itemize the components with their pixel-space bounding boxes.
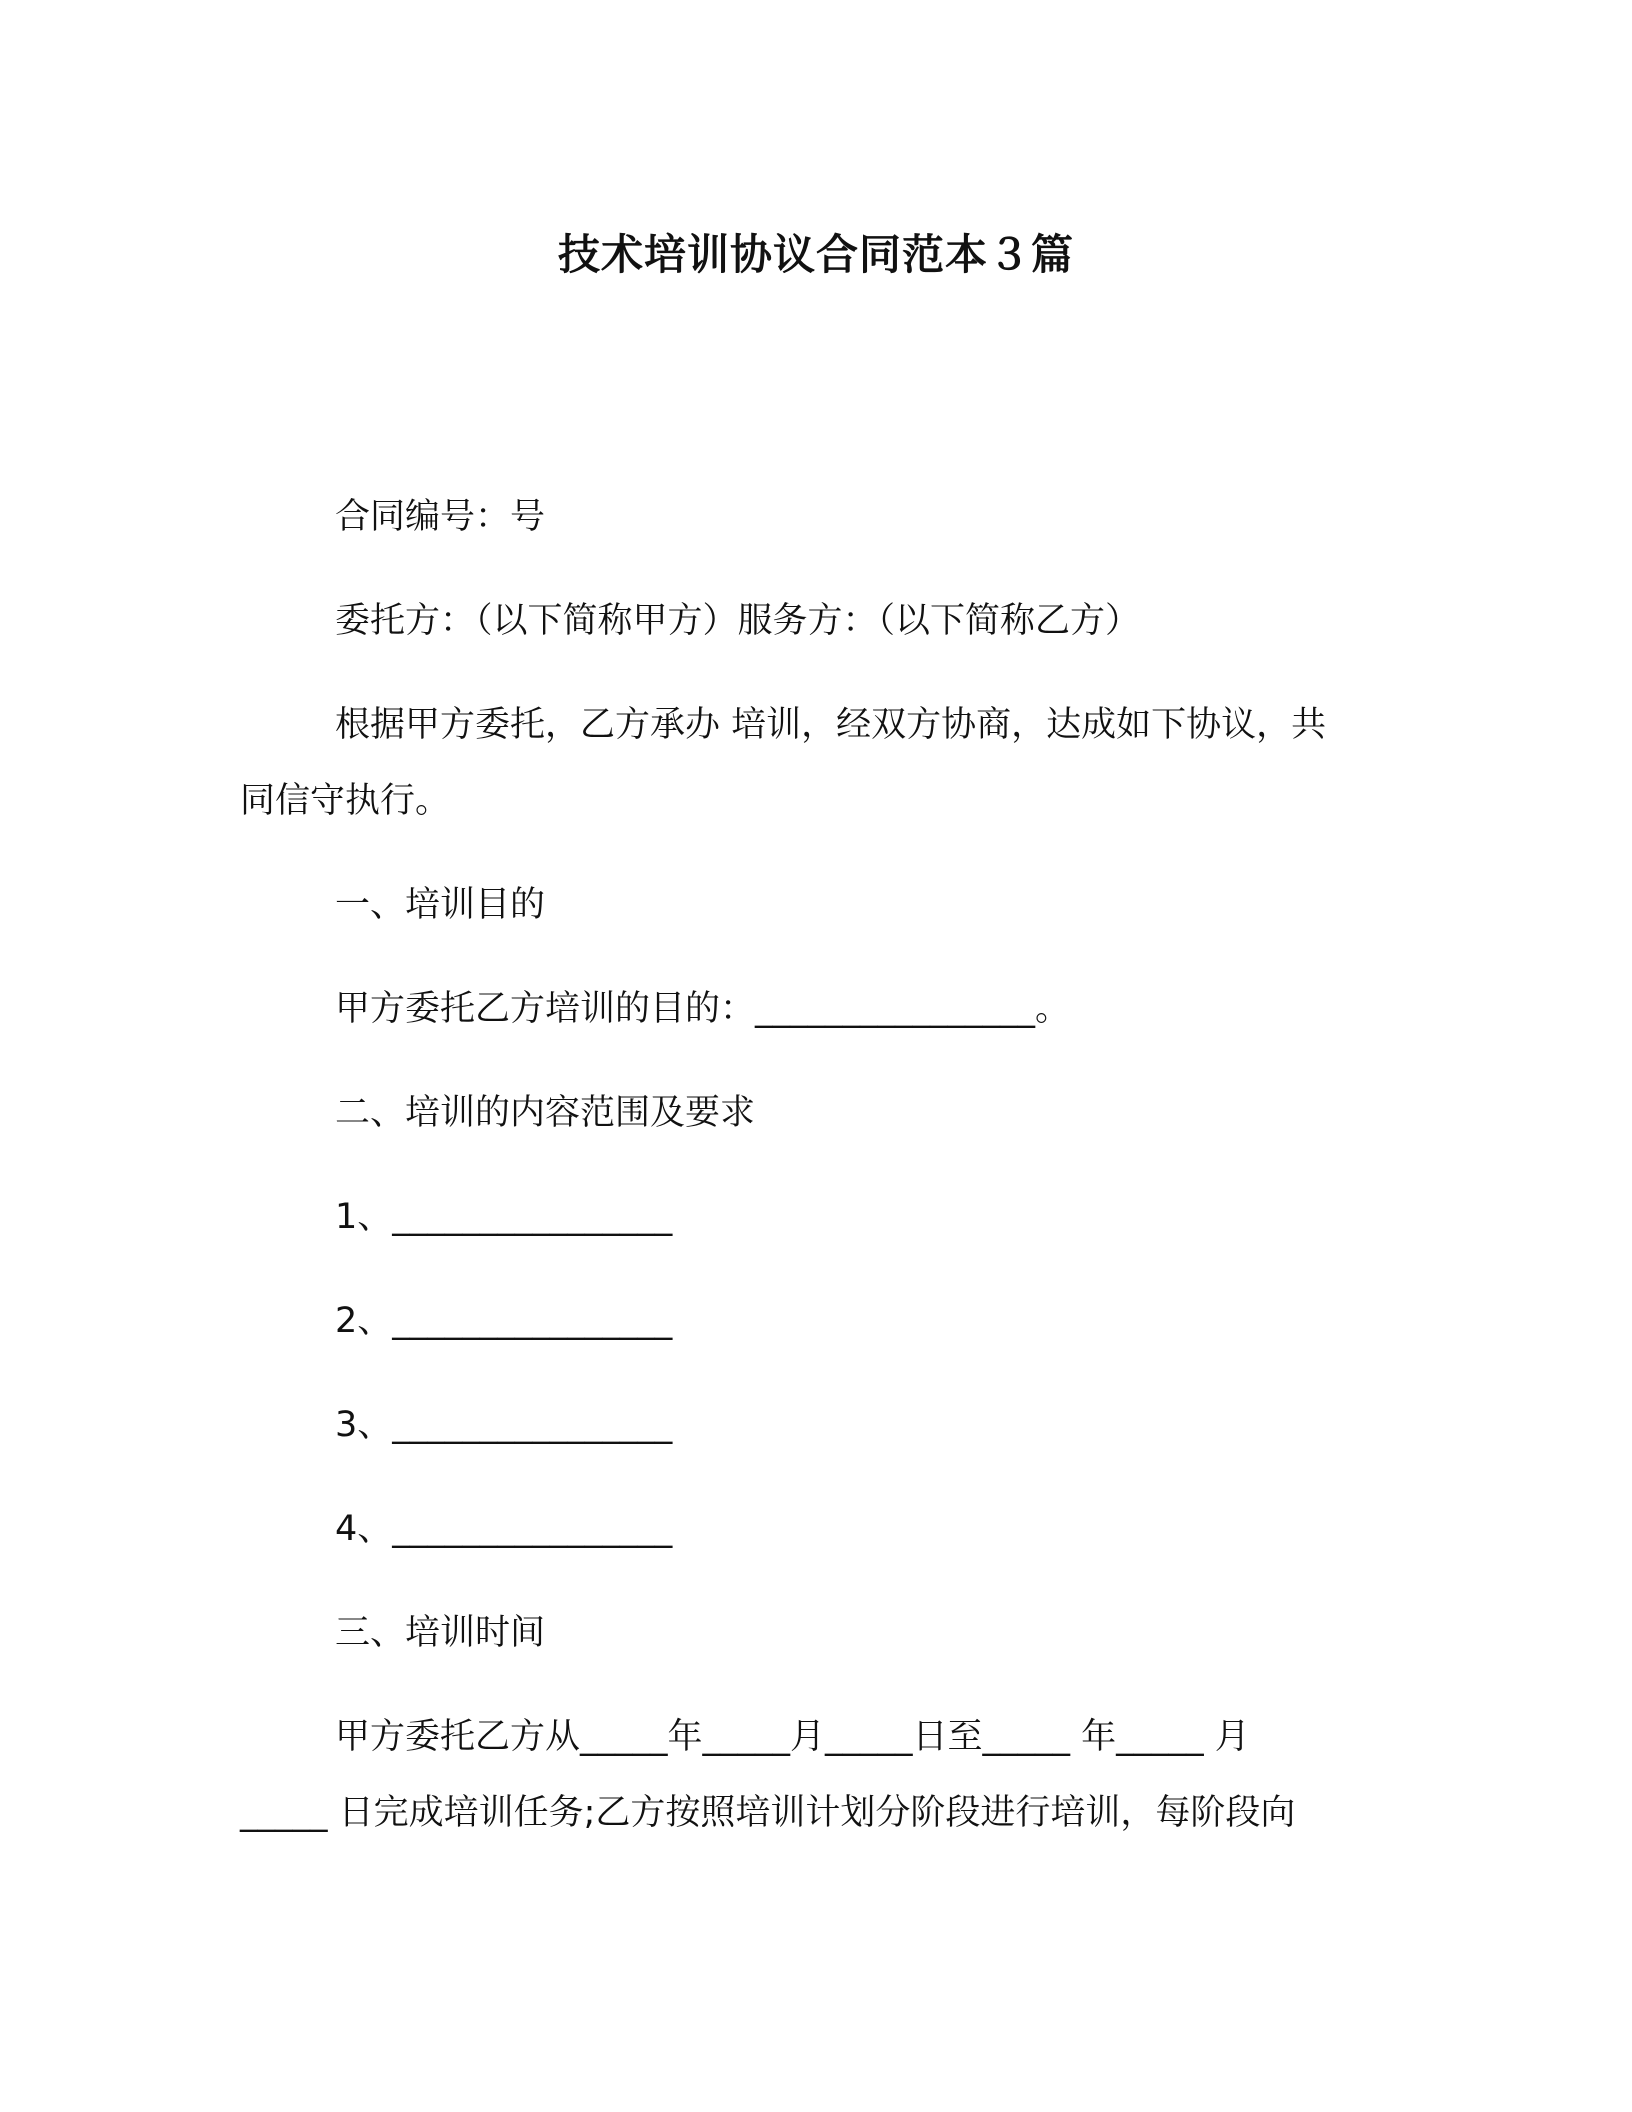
section-heading-purpose: 一、培训目的 [335, 885, 546, 925]
content-item-1: 1、________________ [335, 1197, 673, 1237]
intro-paragraph-line-2: 同信守执行。 [240, 781, 451, 821]
parties-line: 委托方：（以下简称甲方）服务方：（以下简称乙方） [335, 601, 1141, 641]
content-item-2: 2、________________ [335, 1301, 673, 1341]
purpose-line: 甲方委托乙方培训的目的：________________。 [335, 989, 1071, 1029]
content-item-4: 4、________________ [335, 1509, 673, 1549]
content-item-3: 3、________________ [335, 1405, 673, 1445]
intro-paragraph-line-1: 根据甲方委托，乙方承办 培训，经双方协商，达成如下协议，共 [335, 705, 1327, 745]
time-paragraph-line-1: 甲方委托乙方从_____年_____月_____日至_____ 年_____ 月 [335, 1717, 1250, 1757]
contract-number-line: 合同编号：号 [335, 497, 546, 537]
section-heading-content: 二、培训的内容范围及要求 [335, 1093, 756, 1133]
time-paragraph-line-2: _____ 日完成培训任务;乙方按照培训计划分阶段进行培训，每阶段向 [240, 1793, 1296, 1833]
section-heading-time: 三、培训时间 [335, 1613, 546, 1653]
document-title: 技术培训协议合同范本３篇 [557, 230, 1074, 279]
